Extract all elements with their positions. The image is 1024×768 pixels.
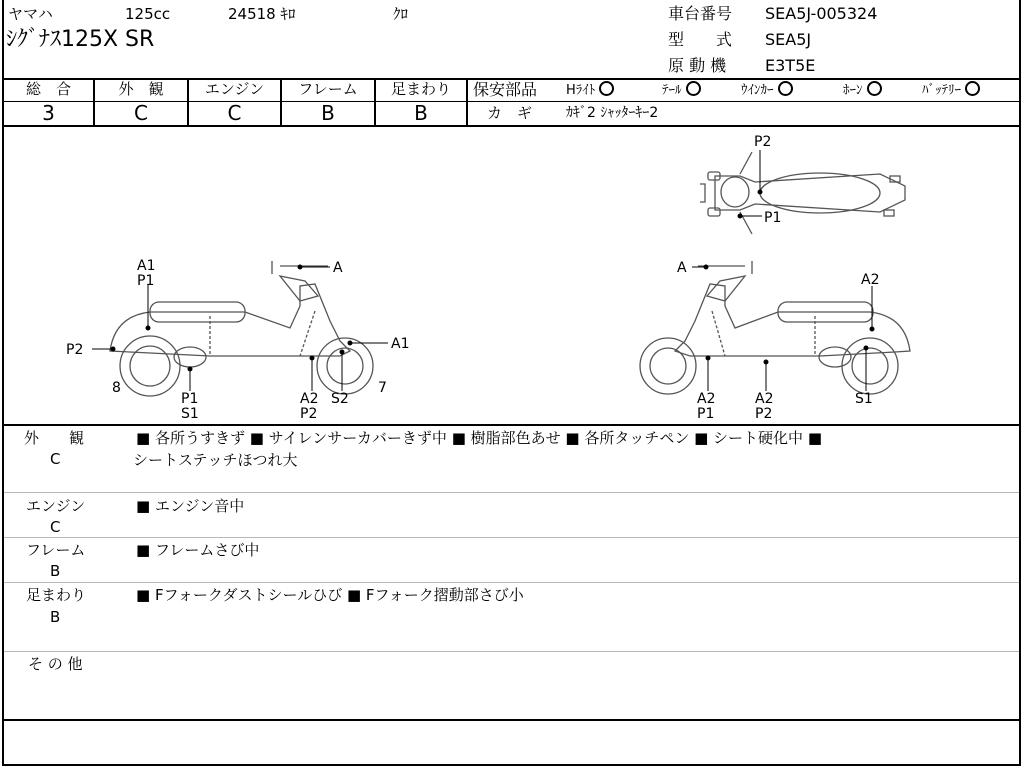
- diagram-label: P2: [300, 406, 318, 422]
- safety-item-headlight: [566, 81, 614, 100]
- ok-circle-icon: [778, 81, 793, 96]
- remark-grade: C: [50, 518, 61, 536]
- type-value: SEA5J: [765, 30, 812, 49]
- remark-text: ■ Fフォークダストシールひび ■ Fフォーク摺動部さび小: [136, 586, 524, 604]
- body-color: ｸﾛ: [393, 5, 409, 23]
- remark-category: フレーム: [26, 541, 86, 559]
- diagram-label: A2: [861, 272, 880, 288]
- diagram-label: A2: [300, 391, 319, 407]
- diagram-label: P2: [66, 342, 84, 358]
- safety-item-winker: [741, 81, 793, 100]
- remark-divider: [4, 492, 1019, 493]
- ok-circle-icon: [867, 81, 882, 96]
- damage-diagram: [0, 126, 1024, 424]
- displacement: 125cc: [125, 5, 171, 23]
- diagram-label: 7: [378, 380, 387, 396]
- ok-circle-icon: [965, 81, 980, 96]
- diagram-label: P2: [754, 134, 772, 150]
- remark-divider: [4, 651, 1019, 652]
- grade-header-engine: エンジン: [204, 80, 265, 98]
- diagram-label: A1: [391, 336, 410, 352]
- engine-label: 原 動 機: [668, 56, 727, 75]
- diagram-label: S2: [331, 391, 349, 407]
- grade-value-overall: 3: [42, 101, 55, 125]
- safety-mid-line: [466, 101, 1021, 102]
- remark-grade: B: [50, 562, 61, 580]
- grade-divider: [466, 78, 468, 126]
- remark-category: エンジン: [26, 497, 86, 515]
- remark-text: ■ エンジン音中: [136, 497, 245, 515]
- safety-item-label: ｳｲﾝｶｰ: [741, 83, 774, 98]
- diagram-label: S1: [855, 391, 873, 407]
- safety-item-label: ﾊﾞｯﾃﾘｰ: [922, 83, 961, 98]
- key-label: カ ギ: [487, 104, 533, 122]
- safety-item-label: ﾎｰﾝ: [843, 83, 863, 98]
- diagram-label: A: [333, 260, 343, 276]
- diagram-label: A2: [697, 391, 716, 407]
- grade-header-exterior: 外 観: [118, 80, 164, 98]
- key-value: ｶｷﾞ2 ｼｬｯﾀｰｷｰ2: [566, 105, 659, 121]
- type-label: 型 式: [668, 30, 733, 49]
- frame-no: SEA5J-005324: [765, 4, 878, 23]
- frame-no-label: 車台番号: [668, 4, 733, 23]
- safety-item-label: Hﾗｲﾄ: [566, 83, 596, 98]
- safety-item-battery: [922, 81, 980, 100]
- diagram-label: S1: [181, 406, 199, 422]
- mileage: 24518 ｷﾛ: [228, 5, 296, 23]
- grade-value-frame: B: [321, 101, 335, 125]
- ok-circle-icon: [599, 81, 614, 96]
- grade-header-frame: フレーム: [298, 80, 358, 98]
- diagram-label: A: [677, 260, 687, 276]
- ok-circle-icon: [686, 81, 701, 96]
- grade-header-overall: 総 合: [25, 80, 71, 98]
- safety-item-label: ﾃｰﾙ: [662, 83, 682, 98]
- maker: ヤマハ: [8, 5, 53, 23]
- remark-grade: C: [50, 450, 61, 468]
- diagram-label: P1: [137, 273, 155, 289]
- safety-label: 保安部品: [473, 80, 538, 99]
- scooter-top-view: [700, 152, 905, 234]
- diagram-label: P2: [755, 406, 773, 422]
- remark-divider: [4, 537, 1019, 538]
- diagram-label: A1: [137, 258, 156, 274]
- grade-value-engine: C: [227, 101, 242, 125]
- remark-text: ■ 各所うすきず ■ サイレンサーカバーきず中 ■ 樹脂部色あせ ■ 各所タッチペン ■ シート硬化中 ■: [136, 429, 822, 447]
- remark-divider: [4, 582, 1019, 583]
- remark-text: ■ フレームさび中: [136, 541, 260, 559]
- diagram-label: A2: [755, 391, 774, 407]
- grade-value-suspension: B: [414, 101, 428, 125]
- diagram-label: 8: [112, 380, 121, 396]
- remark-category: 外 観: [24, 429, 85, 447]
- engine-value: E3T5E: [765, 56, 816, 75]
- remark-category: そ の 他: [28, 655, 83, 673]
- remark-category: 足まわり: [26, 586, 87, 604]
- model-name: ｼｸﾞﾅｽ125X SR: [6, 27, 155, 52]
- diagram-divider: [2, 424, 1021, 426]
- bottom-divider: [2, 719, 1021, 721]
- safety-item-taillight: [662, 81, 701, 100]
- grade-value-exterior: C: [134, 101, 148, 125]
- remark-grade: B: [50, 608, 61, 626]
- diagram-label: P1: [764, 210, 782, 226]
- remark-text: シートステッチほつれ大: [133, 451, 298, 469]
- safety-item-horn: [843, 81, 882, 100]
- grade-header-suspension: 足まわり: [390, 80, 451, 98]
- diagram-label: P1: [697, 406, 715, 422]
- diagram-label: P1: [181, 391, 199, 407]
